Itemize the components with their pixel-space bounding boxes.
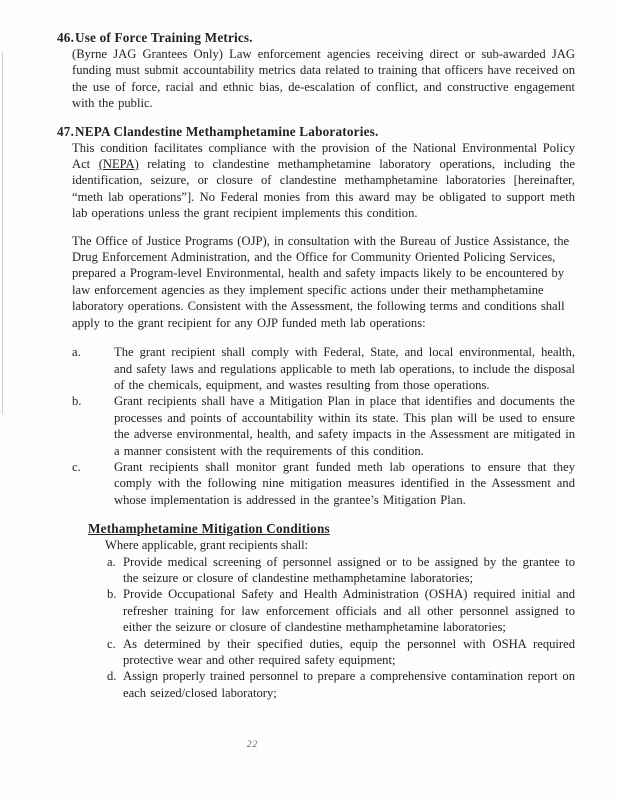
page-number: 22 — [246, 740, 259, 750]
condition-46-number: 46. — [57, 30, 75, 45]
mitigation-conditions-intro: Where applicable, grant recipients shall: — [105, 538, 309, 553]
condition-47-paragraph-1 — [72, 140, 575, 222]
condition-47-heading — [57, 124, 575, 140]
list-item-a-text: The grant recipient shall comply with Federal, State, and local environmental, health, and safety laws and regulations applicable to meth lab operations, to include the disposal of the chemicals, equipment, and wastes resulting from those operations. — [114, 345, 575, 392]
list-item-b-text: Grant recipients shall have a Mitigation Plan in place that identifies and documents the processes and points of accountability within its state. This plan will be used to ensure the adverse environmental, health, and safety impacts in the Assessment are mitigated in a manner consistent with the requirements of this condition. — [114, 394, 575, 458]
mitigation-conditions-heading: Methamphetamine Mitigation Conditions — [88, 521, 330, 537]
mitigation-item-b-letter: b. — [107, 587, 117, 602]
condition-46-heading — [57, 30, 575, 46]
condition-47-title: NEPA Clandestine Methamphetamine Laboratories. — [75, 123, 379, 139]
list-item-c — [72, 459, 575, 508]
condition-47 — [57, 124, 575, 702]
paragraph-1-text-after: relating to clandestine methamphetamine laboratory operations, including the identification, seizure, or closure of clandestine methamphetamine laboratories [hereinafter, “meth lab operations”]. No Federal monies from this award may be obligated to support meth lab operations unless the grant recipient implements this condition. — [72, 157, 575, 221]
list-item-a-letter: a. — [72, 345, 81, 360]
mitigation-item-d — [107, 668, 575, 701]
list-item-b-letter: b. — [72, 394, 82, 409]
condition-47-lettered-list — [72, 344, 575, 508]
scan-artifact-line — [2, 52, 3, 414]
mitigation-item-d-letter: d. — [107, 669, 117, 684]
mitigation-item-c-letter: c. — [107, 636, 116, 651]
paragraph-1-text-before: This condition facilitates compliance with the provision of the National Environmental Policy Act — [72, 140, 575, 172]
mitigation-item-b-text: Provide Occupational Safety and Health Administration (OSHA) required initial and refresher training for law enforcement officials and all other personnel assigned to either the seizure or closure of clandestine methamphetamine laboratories; — [123, 587, 575, 635]
condition-46 — [57, 30, 575, 112]
mitigation-item-c — [107, 636, 575, 669]
mitigation-item-a-letter: a. — [107, 554, 116, 569]
list-item-b — [72, 393, 575, 459]
condition-47-number: 47. — [57, 123, 75, 139]
mitigation-conditions-section — [88, 521, 575, 701]
mitigation-item-a — [107, 554, 575, 587]
mitigation-conditions-list — [107, 554, 575, 702]
condition-46-title: Use of Force Training Metrics. — [75, 30, 253, 45]
mitigation-item-c-text: As determined by their specified duties, equip the personnel with OSHA required protective wear and other required safety equipment; — [123, 636, 575, 667]
mitigation-item-b — [107, 586, 575, 635]
list-item-a — [72, 344, 575, 393]
nepa-underlined-text: (NEPA) — [98, 157, 139, 172]
condition-47-paragraph-2: The Office of Justice Programs (OJP), in consultation with the Bureau of Justice Assistance, the Drug Enforcement Administration, and the Office for Community Oriented Policing Services, prepared a Program-level Environmental, health and safety impacts likely to be encountered by law enforcement agencies as they implement specific actions under their methamphetamine laboratory operations. Consistent with the Assessment, the following terms and conditions shall apply to the grant recipient for any OJP funded meth lab operations: — [72, 233, 570, 330]
list-item-c-letter: c. — [72, 459, 81, 474]
mitigation-item-d-text: Assign properly trained personnel to prepare a comprehensive contamination report on each seized/closed laboratory; — [123, 669, 575, 700]
list-item-c-text: Grant recipients shall monitor grant funded meth lab operations to ensure that they comply with the following nine mitigation measures identified in the Assessment and whose implementation is addressed in the grantee’s Mitigation Plan. — [114, 459, 575, 507]
mitigation-item-a-text: Provide medical screening of personnel assigned or to be assigned by the grantee to the seizure or closure of clandestine methamphetamine laboratories; — [123, 554, 575, 585]
condition-46-body: (Byrne JAG Grantees Only) Law enforcement agencies receiving direct or sub-awarded JAG funding must submit accountability metrics data related to training that officers have received on the use of force, racial and ethnic bias, de-escalation of conflict, and constructive engagement with the public. — [72, 47, 575, 111]
